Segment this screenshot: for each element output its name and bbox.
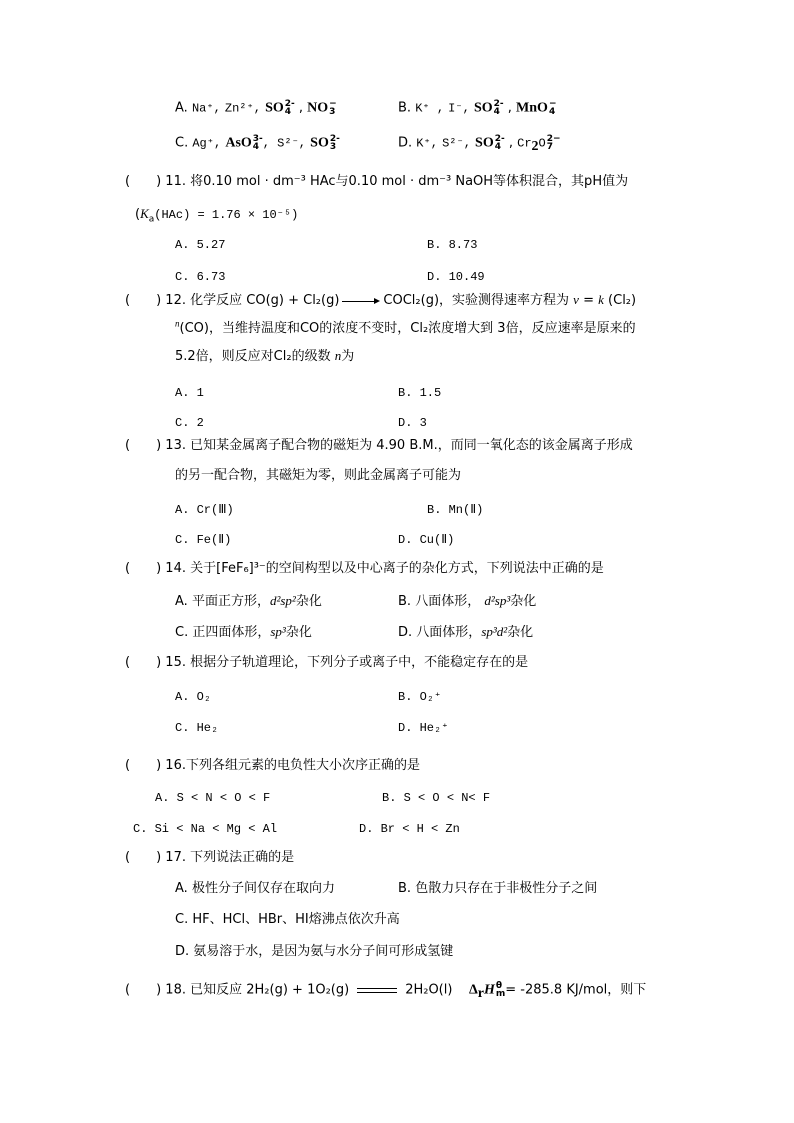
answer-bracket[interactable]: ( ) (125, 655, 162, 670)
question-13-stem-line1: ( ) 13. 已知某金属离子配合物的磁矩为 4.90 B.M.，而同一氧化态的该金属离子形成 (125, 438, 633, 453)
question-15-option-c: C. He₂ (175, 721, 219, 735)
answer-bracket[interactable]: ( ) (125, 982, 162, 998)
question-12-option-c: C. 2 (175, 416, 204, 430)
q10-option-d: D. K⁺, S²⁻, SO 2- 4 , $Cr_2O$ 2− 7 (398, 134, 561, 155)
question-14-option-a: A. 平面正方形，d²sp²杂化 (175, 593, 322, 609)
question-16-stem: ( ) 16.下列各组元素的电负性大小次序正确的是 (125, 758, 420, 773)
question-13-option-c: C. Fe(Ⅱ) (175, 533, 232, 547)
question-17-option-c: C. HF、HCl、HBr、HI熔沸点依次升高 (175, 912, 400, 927)
question-16-option-a: A. S < N < O < F (155, 791, 271, 805)
question-13-option-b: B. Mn(Ⅱ) (427, 503, 484, 517)
answer-bracket[interactable]: ( ) (125, 850, 162, 865)
reaction-arrow-icon (342, 297, 380, 305)
question-11-option-c: C. 6.73 (175, 270, 226, 284)
question-12-stem-line1: ( ) 12. 化学反应 CO(g) + Cl₂(g) COCl₂(g)，实验测得速率方程为 v = k (Cl₂) (125, 292, 637, 308)
question-14-option-c: C. 正四面体形，sp³杂化 (175, 624, 312, 640)
question-12-option-b: B. 1.5 (398, 386, 442, 400)
question-13-option-d: D. Cu(Ⅱ) (398, 533, 455, 547)
question-15-option-d: D. He₂⁺ (398, 721, 449, 735)
question-12-stem-line2: $^n$(CO)，当维持温度和CO的浓度不变时，Cl₂浓度增大到 3倍，反应速率是原来的 (175, 318, 636, 336)
question-17-option-d: D. 氨易溶于水，是因为氨与水分子间可形成氢键 (175, 944, 454, 959)
question-17-option-a: A. 极性分子间仅存在取向力 (175, 881, 335, 896)
question-14-option-d: D. 八面体形，sp³d²杂化 (398, 624, 534, 640)
equilibrium-arrow-icon (357, 985, 397, 995)
question-16-option-d: D. Br < H < Zn (359, 822, 460, 836)
question-17-stem: ( ) 17. 下列说法正确的是 (125, 850, 295, 865)
question-12-option-a: A. 1 (175, 386, 204, 400)
question-12-stem-line3: 5.2倍，则反应对Cl₂的级数 n为 (175, 348, 355, 364)
question-13-stem-line2: 的另一配合物，其磁矩为零，则此金属离子可能为 (175, 468, 462, 483)
question-15-stem: ( ) 15. 根据分子轨道理论，下列分子或离子中，不能稳定存在的是 (125, 655, 529, 670)
answer-bracket[interactable]: ( ) (125, 561, 162, 576)
question-16-option-c: C. Si < Na < Mg < Al (133, 822, 278, 836)
question-11-option-a: A. 5.27 (175, 238, 226, 252)
answer-bracket[interactable]: ( ) (125, 174, 162, 189)
question-14-option-b: B. 八面体形， d²sp³杂化 (398, 593, 537, 609)
question-13-option-a: A. Cr(Ⅲ) (175, 503, 234, 517)
q10-option-a: A. Na⁺, Zn²⁺, SO 2- 4 , NO − 3 (175, 99, 337, 117)
question-18-stem: ( ) 18. 已知反应 2H₂(g) + 1O₂(g) 2H₂O(l) $\Delta_rH$ θ m = -285.8 KJ/mol，则下 (125, 981, 647, 1002)
answer-bracket[interactable]: ( ) (125, 293, 162, 308)
question-11-ka: $(K_a(HAc) = 1.76 \times 10^{-5})$ (135, 206, 299, 225)
q10-option-b: B. K⁺ , I⁻, SO 2- 4 , MnO − 4 (398, 99, 557, 117)
question-11-option-d: D. 10.49 (427, 270, 485, 284)
question-11-option-b: B. 8.73 (427, 238, 478, 252)
question-16-option-b: B. S < O < N< F (382, 791, 491, 805)
q10-option-c: C. Ag⁺, AsO 3- 4 , S²⁻, SO 2- 3 (175, 134, 340, 152)
answer-bracket[interactable]: ( ) (125, 758, 162, 773)
question-12-option-d: D. 3 (398, 416, 427, 430)
question-14-stem: ( ) 14. 关于[FeF₆]³⁻的空间构型以及中心离子的杂化方式，下列说法中正确的是 (125, 561, 604, 576)
answer-bracket[interactable]: ( ) (125, 438, 162, 453)
question-17-option-b: B. 色散力只存在于非极性分子之间 (398, 881, 598, 896)
question-11-stem: ( ) 11. 将0.10 mol · dm⁻³ HAc与0.10 mol · dm⁻³ NaOH等体积混合，其pH值为 (125, 174, 629, 189)
question-15-option-b: B. O₂⁺ (398, 690, 442, 704)
question-15-option-a: A. O₂ (175, 690, 212, 704)
